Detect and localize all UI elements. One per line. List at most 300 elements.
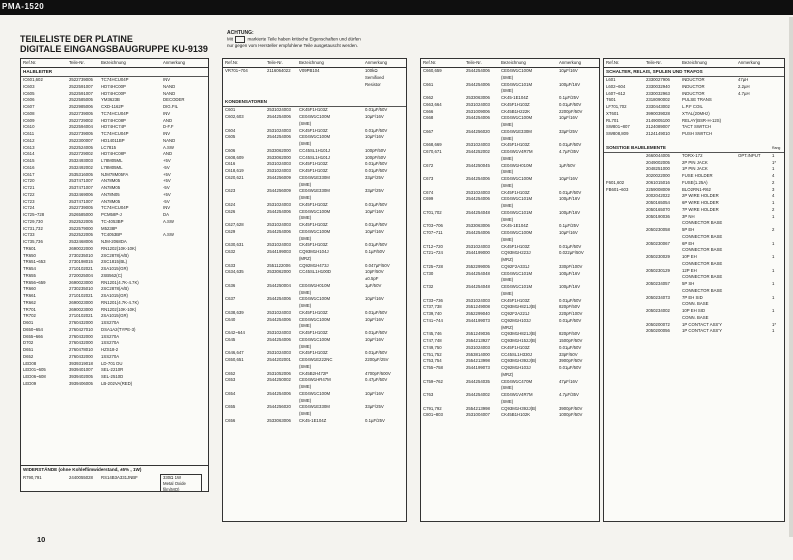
table-row (604, 241, 784, 248)
cell-desc: CE04W1C100M (299, 336, 331, 342)
table-row (21, 293, 208, 300)
cell-ref: C655 (225, 404, 236, 410)
table-row (21, 347, 208, 354)
cell-note (557, 399, 599, 406)
cell-desc: INDUCTOR (682, 77, 705, 82)
cell-ref (421, 237, 464, 244)
cell-desc: INDUCTOR (682, 90, 705, 96)
table-row (21, 273, 208, 280)
cell-part: 2537471007 (69, 178, 93, 184)
cell-desc: (SME) (299, 195, 312, 200)
cell-note: 330pF/100V (559, 263, 583, 269)
table-row (421, 331, 599, 338)
cell-ref: IC612 (23, 137, 35, 143)
cell-desc: CONNECTOR BASE (682, 260, 723, 266)
cell-note: 0.1µF/25V (559, 95, 579, 100)
cell-ref: C638,639 (225, 309, 244, 315)
table-row (223, 229, 406, 236)
cell-note: 220pF/100V (559, 311, 583, 316)
cell-ref: C636 (225, 282, 236, 288)
cell-desc: RN1202(10K-10K) (101, 245, 137, 251)
cell-note: 0.01µF/50V (365, 168, 388, 173)
table-row (604, 77, 784, 84)
cell-note (363, 384, 406, 391)
cell-ref: IC609 (23, 117, 35, 123)
cell-ref: IC607 (23, 104, 35, 109)
cell-ref (604, 268, 644, 275)
table-row (421, 176, 599, 183)
header-ref: Ref.Nr. (423, 60, 437, 65)
cell-part: 2531052006 (267, 370, 291, 376)
cell-part: 2330443002 (646, 104, 670, 109)
cell-part (265, 141, 297, 148)
cell-part: 2544256020 (466, 128, 490, 134)
table-row (604, 234, 784, 241)
table-row (21, 253, 208, 260)
cell-note (736, 124, 770, 131)
cell-note (363, 215, 406, 222)
cell-ref (223, 182, 265, 189)
table-row (21, 246, 208, 253)
cell-note (736, 104, 770, 111)
cell-part: 2002042022 (646, 193, 670, 199)
safety-notice (227, 30, 417, 49)
cell-desc: RS14B3A331JNBF (101, 475, 138, 480)
cell-desc: CQ92F2A331J (501, 263, 530, 269)
cell-desc: 6P EH (682, 240, 695, 246)
table-row (223, 337, 406, 344)
cell-desc: LD-701 DU (101, 360, 123, 366)
cell-ref: TR650 (23, 252, 36, 258)
cell-part: 2544199073 (466, 365, 490, 370)
cell-desc: 7P EH SID (682, 294, 703, 300)
cell-note (736, 173, 770, 180)
cell-part: 2760432000 (69, 340, 93, 346)
cell-ref (223, 303, 265, 310)
table-row (604, 254, 784, 261)
cell-ref (223, 411, 265, 418)
cell-ref: C601 (225, 107, 236, 113)
cell-ref: C634,635 (225, 269, 244, 275)
cell-part: 2760432000 (69, 320, 93, 325)
table-row (421, 318, 599, 325)
cell-desc: CONN. BASE (682, 314, 709, 320)
cell-rank (770, 77, 784, 84)
cell-desc: CQ92M1H103J (501, 365, 531, 370)
resistor-section-title: WIDERSTÄNDE (ohne Kohleflimwiderstand, ±5% , 1W) (23, 467, 142, 472)
table-row (21, 205, 208, 212)
cell-note: -5V (163, 164, 170, 170)
cell-ref: C741~744 (423, 317, 443, 323)
cell-part (464, 88, 499, 95)
cell-desc: (SME) (501, 398, 514, 404)
cell-ref: C730 (423, 270, 434, 276)
cell-note: 10µF/16V (365, 316, 384, 322)
cell-note (736, 322, 770, 329)
cell-part: 2533063006 (267, 417, 291, 423)
table-row (21, 77, 208, 84)
cell-ref: TR651~653 (23, 259, 46, 265)
cell-part (464, 156, 499, 163)
cell-note: 10µF/16V (365, 228, 384, 234)
cell-desc: CE04W1C100M (501, 68, 533, 73)
cell-note: ±0.5pF (365, 276, 379, 281)
cell-part: 2522729002 (69, 151, 93, 157)
table-row (604, 84, 784, 91)
cell-part (464, 257, 499, 264)
table-row (21, 280, 208, 287)
cell-desc: CK45B2H472P (299, 370, 329, 376)
cell-note (736, 308, 770, 315)
table-row (21, 374, 208, 381)
cell-part: 2522585005 (69, 97, 93, 103)
cell-note: DECODER (163, 97, 185, 103)
cell-desc: AN78N05 (101, 191, 120, 197)
cell-ref (604, 227, 644, 234)
table-row (223, 418, 406, 425)
cell-part: 2522594004 (69, 124, 93, 130)
cell-part: 2760432000 (69, 353, 93, 359)
cell-part: 3939406005 (69, 380, 93, 386)
cell-note: 33µF/25V (559, 128, 578, 134)
cell-part: 3939319018 (69, 360, 93, 366)
cell-note (363, 411, 406, 418)
cell-note: 10µF/16V (365, 296, 384, 302)
cell-part: 3990039028 (646, 110, 670, 116)
cell-part: 2710102021 (69, 293, 93, 298)
cell-note: 100µF/16V (559, 209, 581, 215)
cell-note (736, 274, 770, 281)
table-row (21, 354, 208, 361)
cell-ref: C701,702 (423, 209, 442, 215)
cell-desc: CC45SL1H101J (299, 147, 331, 153)
cell-note: 2200µF/25V (365, 357, 389, 362)
table-row (604, 281, 784, 288)
parts-table-switches-misc (603, 58, 785, 522)
cell-note (736, 207, 770, 214)
cell-note (736, 295, 770, 302)
cell-rank: 1 (772, 267, 775, 273)
cell-part (464, 183, 499, 190)
table-row (421, 203, 599, 210)
table-row (223, 384, 406, 391)
table-row (604, 220, 784, 227)
cell-ref: C670,671 (423, 149, 442, 154)
cell-ref: TR660 (23, 286, 36, 292)
cell-desc: CE04W1C101M (501, 209, 533, 215)
cell-ref: L601 (606, 77, 616, 82)
cell-ref: C712~720 (423, 243, 443, 249)
cell-part: 2710102021 (69, 266, 93, 271)
cell-part: 2533062000 (267, 147, 291, 153)
cell-desc: 5P EH (682, 227, 695, 232)
cell-desc: CE04W1C100M (299, 316, 331, 322)
cell-note: 1µF/50V (365, 282, 382, 288)
cell-rank: 1 (772, 240, 775, 246)
table-row (223, 404, 406, 411)
cell-desc: CONNECTOR BASE (682, 274, 723, 280)
parts-table-capacitors (222, 58, 407, 522)
cell-ref (223, 121, 265, 128)
cell-note: 10µF/16V (559, 115, 578, 121)
cell-ref: C699 (423, 196, 434, 202)
cell-ref: IC725~728 (23, 212, 45, 217)
cell-ref (421, 325, 464, 332)
cell-part: 2531024003 (267, 350, 291, 356)
cell-note (161, 266, 208, 273)
table-row (604, 111, 784, 118)
cell-ref (223, 256, 265, 263)
cell-ref: IC733 (23, 232, 35, 238)
cell-desc: PCM58P-J (101, 212, 122, 217)
cell-ref: C674 (423, 189, 434, 195)
cell-note (161, 226, 208, 233)
cell-note (736, 97, 770, 104)
cell-note (557, 217, 599, 224)
cell-desc: V09PB104 (299, 68, 320, 73)
cell-desc: (SME) (501, 182, 514, 188)
cell-note: 4.7µH (738, 90, 750, 96)
table-row (21, 185, 208, 192)
cell-desc: (MRZ) (299, 255, 312, 261)
cell-part (644, 261, 680, 268)
cell-note: 33µF/25V (365, 404, 384, 410)
cell-desc: (SME) (299, 215, 312, 221)
table-row (421, 223, 599, 230)
table-row (223, 330, 406, 337)
cell-desc: CE04W1E330M (501, 128, 532, 134)
cell-desc: CE04W1C100M (501, 230, 533, 235)
cell-ref (223, 236, 265, 243)
cell-desc: 10P EH SID (682, 308, 706, 313)
table-row (21, 97, 208, 104)
table-row (21, 84, 208, 91)
cell-part (265, 82, 297, 89)
table-row (421, 338, 599, 345)
cell-desc: CE04W1C100M (299, 390, 331, 396)
cell-part: 2544254006 (466, 115, 490, 121)
cell-desc: CK45F1H103Z (501, 297, 530, 303)
cell-desc: CE04W1E222NC (299, 357, 333, 362)
table-row (604, 207, 784, 214)
cell-ref: C667 (423, 128, 434, 134)
cell-note (557, 75, 599, 82)
table-row (421, 75, 599, 82)
cell-part (464, 122, 499, 129)
cell-note (161, 340, 208, 347)
cell-note (557, 291, 599, 298)
cell-ref: D702 (23, 340, 34, 346)
cell-note (736, 268, 770, 275)
table-row (21, 327, 208, 334)
table-row (223, 357, 406, 364)
cell-desc: CQ93M1H223J (501, 250, 531, 256)
cell-ref: C656 (225, 417, 236, 423)
table-row (21, 367, 208, 374)
cell-ref (223, 75, 265, 82)
cell-desc: (SME) (501, 155, 514, 161)
cell-note (557, 277, 599, 284)
cell-ref: IC735,736 (23, 239, 43, 244)
table-header (421, 59, 599, 68)
cell-rank: 1 (772, 200, 775, 205)
table-row (421, 385, 599, 392)
table-row (223, 364, 406, 371)
cell-note (736, 301, 770, 308)
cell-note: A.SW (163, 232, 174, 238)
cell-note: 33µF/25V (365, 188, 384, 194)
table-row (21, 178, 208, 185)
cell-ref: IC613 (23, 144, 35, 150)
cell-ref (604, 274, 644, 281)
table-row (223, 249, 406, 256)
table-row (421, 284, 599, 291)
cell-part: 2552299040 (466, 311, 490, 316)
cell-part: 2533063006 (466, 95, 490, 100)
cell-rank (770, 124, 784, 131)
cell-ref: D652 (23, 353, 34, 359)
cell-rank (770, 104, 784, 111)
cell-part: 2531024003 (267, 222, 291, 227)
notice-line-1b: markierte Teile haben kritische Eigenschaften und dürfen (247, 36, 361, 42)
cell-note: 100pF/50V (365, 154, 387, 160)
table-row (421, 196, 599, 203)
resistor-spec-box (160, 474, 202, 492)
cell-desc: CE04W1C101M (501, 196, 533, 202)
cell-desc: CONN. BASE (682, 301, 709, 307)
cell-part: 2531024003 (267, 161, 291, 167)
cell-desc: (SME) (299, 181, 312, 187)
cell-ref: C642~644 (225, 330, 245, 335)
cell-note (161, 259, 208, 266)
cell-desc: L.P.F COIL (682, 104, 703, 109)
table-row (223, 371, 406, 378)
cell-note (161, 293, 208, 300)
cell-note: 1000pF/50V (559, 412, 583, 418)
cell-desc: 5P SH (682, 281, 695, 286)
table-row (223, 256, 406, 263)
cell-desc: X'TAL(20MHz) (682, 110, 710, 116)
cell-note (736, 254, 770, 261)
header-ref: Ref.Nr. (606, 60, 620, 65)
cell-desc: BLO2RN1-R62 (682, 186, 711, 192)
cell-desc: CE04W1C100M (299, 208, 331, 214)
header-note: Anmerkung (365, 60, 387, 65)
cell-desc: YM3623B (101, 97, 120, 103)
cell-desc: TC74HCU04P (101, 110, 129, 116)
cell-desc: CE04W1C100M (299, 228, 331, 234)
table-header (21, 59, 208, 68)
cell-ref: TR656~659 (23, 279, 46, 285)
cell-ref: C707~711 (423, 230, 443, 235)
table-row (21, 239, 208, 246)
cell-part: 2531024003 (466, 142, 490, 148)
cell-note: 3900pF/50V (559, 405, 583, 411)
cell-part: 2124149010 (646, 131, 670, 136)
cell-note (557, 122, 599, 129)
cell-ref: C629 (225, 228, 236, 234)
cell-note: 0.01µF/50V (365, 107, 388, 113)
cell-ref (223, 141, 265, 148)
cell-ref (223, 290, 265, 297)
cell-part: 2522739005 (69, 131, 93, 136)
cell-part (464, 169, 499, 176)
cell-ref: C668 (423, 115, 434, 121)
cell-part: 2544199000 (466, 250, 490, 256)
cell-desc: FUSE HOLDER (682, 173, 713, 178)
cell-ref: C602,603 (225, 114, 244, 119)
table-row (604, 166, 784, 173)
table-row (421, 122, 599, 129)
cell-part: 2149005100 (646, 117, 670, 123)
cell-part: 2050200072 (646, 321, 670, 327)
cell-part: 2730235010 (69, 286, 93, 292)
cell-part (464, 291, 499, 298)
cell-desc: CE04W1HR47M (299, 377, 331, 383)
table-row (421, 136, 599, 143)
cell-part: 2124089007 (646, 124, 670, 130)
cell-desc: 6P WIRE HOLDER (682, 200, 719, 205)
cell-note: 10µF/16V (559, 230, 578, 235)
table-row (604, 160, 784, 167)
table-row (21, 124, 208, 131)
cell-desc: CQ92M1H473J (299, 262, 329, 268)
cell-desc: CQ93M1H392J(B) (501, 358, 537, 364)
cell-note: 4700pF/500V (365, 370, 391, 376)
cell-desc: RN1201(4.7K-4.7K) (101, 279, 139, 285)
cell-note (161, 239, 208, 246)
table-row (21, 104, 208, 111)
cell-part: 2690023000 (69, 306, 93, 312)
cell-note (736, 281, 770, 288)
cell-desc: (MRZ) (501, 371, 514, 377)
table-row (604, 173, 784, 180)
cell-ref (604, 234, 644, 241)
table-row (604, 187, 784, 194)
cell-desc: TACT SWITCH (682, 124, 711, 130)
cell-desc: CONNECTOR BASE (682, 287, 723, 293)
cell-ref (223, 82, 265, 89)
cell-rank: 1 (772, 281, 775, 286)
table-row (421, 277, 599, 284)
cell-note: AND (163, 117, 173, 123)
table-row (421, 183, 599, 190)
cell-rank (770, 118, 784, 125)
cell-note: 0.1µF/25V (559, 223, 579, 229)
cell-part: 2522524005 (69, 144, 93, 150)
cell-ref: C653 (225, 377, 236, 383)
cell-desc: AN78M05 (101, 185, 121, 190)
cell-ref: IC616 (23, 164, 35, 170)
table-row (21, 300, 208, 307)
cell-ref (223, 195, 265, 202)
table-row (223, 121, 406, 128)
cell-note: 1500pF/50V (559, 338, 583, 343)
page-number: 10 (37, 535, 46, 544)
cell-rank: 3 (772, 186, 775, 192)
cell-part (265, 303, 297, 310)
notice-heading: ACHTUNG: (227, 30, 254, 36)
cell-part (464, 237, 499, 244)
cell-part: 2544254006 (267, 336, 291, 342)
cell-part: 2050234002 (646, 308, 670, 313)
cell-note: 820pF/50V (559, 331, 581, 337)
spec-line: 330Ω 1W (163, 475, 182, 480)
cell-ref (421, 399, 464, 406)
cell-part: 2544254048 (466, 209, 490, 215)
table-row (21, 334, 208, 341)
table-row (223, 202, 406, 209)
